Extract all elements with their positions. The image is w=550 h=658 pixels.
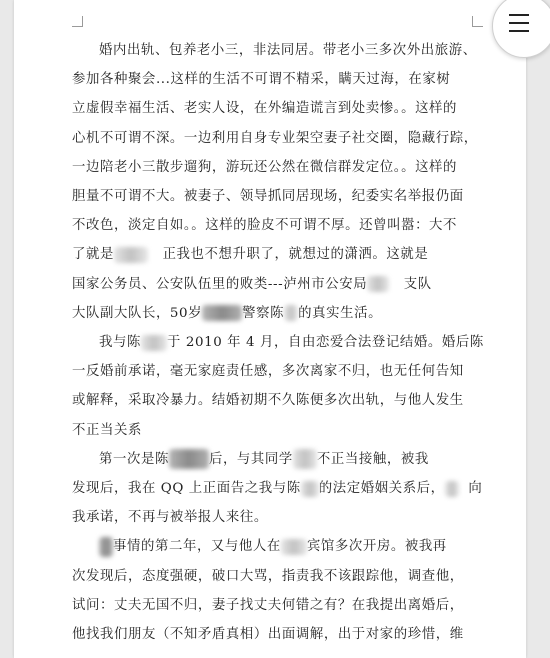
redaction-blur <box>367 276 389 292</box>
text-segment: 警察陈 <box>242 305 285 321</box>
text-line: 一反婚前承诺，毫无家庭责任感，多次离家不归，也无任何告知 <box>72 364 464 380</box>
text-segment: 宾馆多次开房。被我再 <box>306 539 447 555</box>
text-line: 立虚假幸福生活、老实人设，在外编造谎言到处卖惨。。这样的 <box>72 101 458 117</box>
text-segment: 后，与其同学 <box>208 451 293 467</box>
text-line: 婚内出轨、包养老小三，非法同居。带老小三多次外出旅游、 <box>99 43 477 58</box>
hamburger-menu-icon <box>509 14 529 32</box>
text-line: 我承诺，不再与被举报人来往。 <box>72 510 268 526</box>
redaction-blur <box>445 481 459 497</box>
text-segment: 事情的第二年，又与他人在 <box>113 539 281 555</box>
redaction-blur <box>202 305 242 321</box>
redaction-blur <box>301 481 319 497</box>
paragraph <box>72 445 484 533</box>
text-segment: 了就是 <box>72 247 114 263</box>
text-segment: 国家公务员、公安队伍里的败类---泸州市公安局 <box>72 276 368 292</box>
text-segment: 于 2010 年 4 月，自由恋爱合法登记结婚。婚后陈 <box>166 335 484 351</box>
redaction-blur <box>284 305 298 321</box>
text-line <box>72 299 484 328</box>
paragraph <box>72 532 484 649</box>
text-segment: 不正当接触，被我 <box>316 451 429 467</box>
document-page <box>14 0 526 658</box>
text-line <box>72 240 484 269</box>
document-body <box>72 36 484 649</box>
text-line: 胆量不可谓不大。被妻子、领导抓同居现场，纪委实名举报仍面 <box>72 189 464 205</box>
paragraph <box>72 36 484 328</box>
redaction-blur <box>281 539 307 555</box>
text-line: 参加各种聚会...这样的生活不可谓不精采，瞒天过海，在家树 <box>72 72 451 88</box>
redaction-blur <box>169 449 209 469</box>
text-line <box>72 474 484 503</box>
text-segment: 向 <box>468 481 483 497</box>
margin-corner-mark <box>472 16 483 27</box>
redaction-blur <box>99 537 113 557</box>
redaction-blur <box>141 335 167 351</box>
text-line <box>72 445 484 474</box>
text-line: 不改色，淡定自如。。这样的脸皮不可谓不厚。还曾叫嚣：大不 <box>72 218 458 234</box>
text-segment: 的法定婚姻关系后， <box>318 481 445 497</box>
text-line: 一边陪老小三散步遛狗，游玩还公然在微信群发定位。。这样的 <box>72 159 458 175</box>
text-segment: 大队副大队长，50岁 <box>72 305 203 321</box>
text-segment: 发现后，我在 QQ 上正面告之我与陈 <box>72 481 301 497</box>
redaction-blur <box>293 449 317 469</box>
paragraph <box>72 328 484 445</box>
text-line <box>72 328 484 357</box>
text-segment: 第一次是陈 <box>99 451 169 467</box>
margin-corner-mark <box>72 16 83 27</box>
text-line <box>72 270 484 299</box>
text-line: 他找我们朋友（不知矛盾真相）出面调解，出于对家的珍惜，维 <box>72 627 464 643</box>
text-line: 心机不可谓不深。一边利用自身专业架空妻子社交圈，隐藏行踪， <box>72 130 478 146</box>
text-segment: 的真实生活。 <box>298 305 383 321</box>
text-line <box>72 532 484 561</box>
redaction-blur <box>114 247 148 263</box>
text-line: 次发现后，态度强硬，破口大骂，指责我不该跟踪他，调查他， <box>72 568 464 584</box>
text-segment: 支队 <box>403 276 432 292</box>
text-segment: 正我也不想升职了，就想过的潇洒。这就是 <box>162 247 429 263</box>
text-line: 或解释，采取冷暴力。结婚初期不久陈便多次出轨，与他人发生 <box>72 393 464 409</box>
text-line: 试问：丈夫无国不归，妻子找丈夫何错之有？在我提出离婚后， <box>72 597 464 613</box>
text-segment: 我与陈 <box>99 335 141 351</box>
text-line: 不正当关系 <box>72 422 142 438</box>
